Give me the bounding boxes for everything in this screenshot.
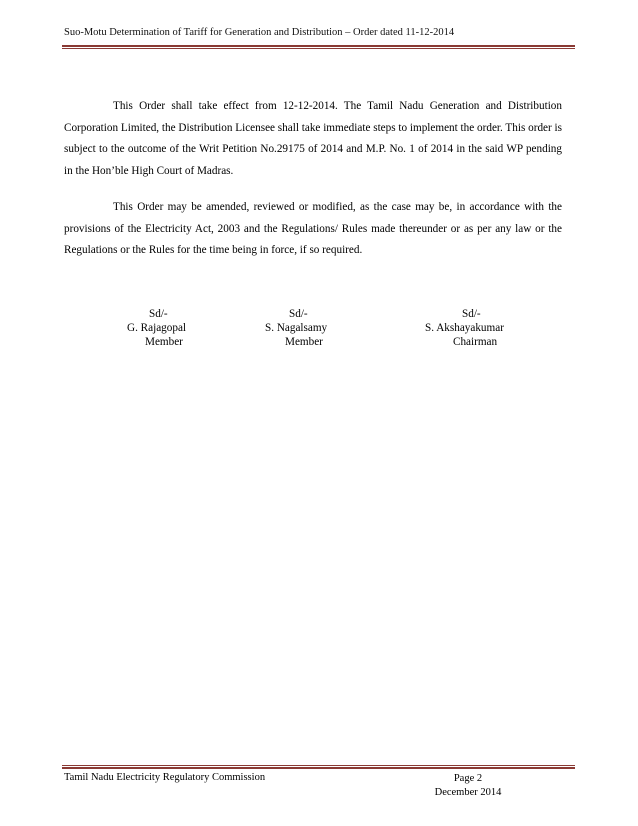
order-body [64,96,562,262]
signature-sd: Sd/- [149,308,168,320]
page-header-title: Suo-Motu Determination of Tariff for Generation and Distribution – Order dated 11-12-2014 [64,27,455,38]
signature-sd: Sd/- [289,308,308,320]
page-number: Page 2 [453,773,483,784]
footer-organization: Tamil Nadu Electricity Regulatory Commission [64,772,266,783]
header-divider [62,45,575,49]
signature-block-nagalsamy [265,307,405,350]
signature-block-akshayakumar [425,307,565,350]
paragraph-effective-date: This Order shall take effect from 12-12-2014. The Tamil Nadu Generation and Distribution Corporation Limited, the Distribution Licensee shall take immediate steps to implement the order. This order is subject to the outcome of the Writ Petition No.29175 of 2014 and M.P. No. 1 of 2014 in the said WP pending in the Hon’ble High Court of Madras. [64,100,562,178]
footer-divider [62,765,575,769]
signatory-designation: Member [145,336,183,349]
footer-page-info [428,772,508,799]
signatory-name: S. Akshayakumar [425,322,504,335]
signatory-designation: Chairman [453,336,498,349]
paragraph-amendment: This Order may be amended, reviewed or modified, as the case may be, in accordance with the provisions of the Electricity Act, 2003 and the Regulations/ Rules made thereunder or as per any law or the Regulations or the Rules for the time being in force, if so required. [64,200,562,257]
signature-sd: Sd/- [462,308,481,320]
footer-date: December 2014 [434,786,502,798]
signature-block-rajagopal [127,307,267,350]
signatory-designation: Member [285,336,323,349]
signatory-name: S. Nagalsamy [265,322,328,335]
signatory-name: G. Rajagopal [127,322,187,335]
